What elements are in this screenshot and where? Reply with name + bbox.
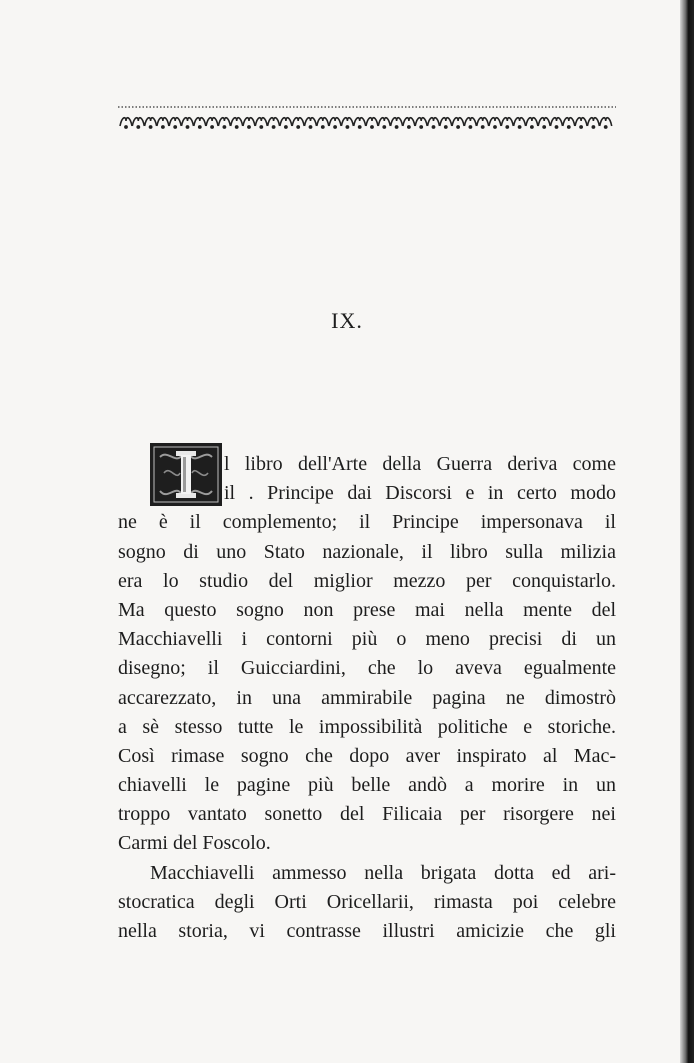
ornament-scroll — [206, 118, 218, 126]
text-line: Così rimase sogno che dopo aver inspirato al Mac- — [118, 744, 616, 767]
text-line: era lo studio del miglior mezzo per conquistarlo. — [118, 569, 616, 592]
ornament-dot — [211, 126, 213, 128]
ornament-scroll — [243, 118, 255, 126]
ornament-scroll — [280, 118, 292, 126]
ornament-dot — [150, 126, 152, 128]
text-line: sogno di uno Stato nazionale, il libro sulla milizia — [118, 540, 616, 563]
ornament-dot — [137, 126, 139, 128]
body-text — [118, 450, 616, 946]
ornament-dot — [432, 126, 434, 128]
ornament-dot — [359, 126, 361, 128]
ornament-scroll — [489, 118, 501, 126]
ornament-dot — [346, 126, 348, 128]
ornament-dot — [223, 126, 225, 128]
ornament-dot — [371, 126, 373, 128]
ornament-dot — [568, 126, 570, 128]
ornament-dot — [236, 126, 238, 128]
ornament-dot — [506, 126, 508, 128]
ornament-dot — [273, 126, 275, 128]
ornament-scroll — [551, 118, 563, 126]
ornament-scroll — [218, 118, 230, 126]
ornament-scroll — [600, 118, 612, 126]
ornament-dot — [322, 126, 324, 128]
ornament-scroll — [464, 118, 476, 126]
text-line: disegno; il Guicciardini, che lo aveva egualmente — [118, 657, 616, 680]
ornament-scroll — [292, 118, 304, 126]
ornament-scroll — [403, 118, 415, 126]
ornament-scroll — [255, 118, 267, 126]
ornament-scroll — [428, 118, 440, 126]
ornament-dot — [125, 126, 127, 128]
ornament-dot — [174, 126, 176, 128]
ornament-scroll — [182, 118, 194, 126]
text-line: nella storia, vi contrasse illustri amicizie che gli — [118, 920, 616, 942]
ornament-scroll — [391, 118, 403, 126]
ornament-dot — [408, 126, 410, 128]
ornament-dot — [457, 126, 459, 128]
text-line: Ma questo sogno non prese mai nella mente del — [118, 598, 616, 621]
ornament-scroll — [231, 118, 243, 126]
ornament-scroll — [120, 118, 132, 126]
ornament-dot — [605, 126, 607, 128]
ornament-dot — [445, 126, 447, 128]
ornament-scroll — [440, 118, 452, 126]
ornament-scroll — [452, 118, 464, 126]
ornament-dot — [494, 126, 496, 128]
ornament-dot — [162, 126, 164, 128]
ornament-dot — [260, 126, 262, 128]
ornament-scroll — [145, 118, 157, 126]
ornament-scroll — [157, 118, 169, 126]
text-line: il . Principe dai Discorsi e in certo modo — [224, 482, 616, 505]
ornament-scroll — [329, 118, 341, 126]
text-line: stocratica degli Orti Oricellarii, rimasta poi celebre — [118, 890, 616, 913]
ornament-dot — [334, 126, 336, 128]
ornament-scroll — [354, 118, 366, 126]
ornament-scroll — [501, 118, 513, 126]
ornament-scroll — [477, 118, 489, 126]
ornament-dot — [482, 126, 484, 128]
ornament-scroll — [526, 118, 538, 126]
ornamental-header-rule — [118, 104, 616, 132]
text-line: Macchiavelli ammesso nella brigata dotta ed ari- — [150, 861, 616, 884]
ornament-scroll — [587, 118, 599, 126]
ornament-scroll — [194, 118, 206, 126]
ornament-dot — [383, 126, 385, 128]
ornament-dot — [531, 126, 533, 128]
ornament-dot — [199, 126, 201, 128]
text-line: accarezzato, in una ammirabile pagina ne dimostrò — [118, 686, 616, 709]
ornament-dot — [543, 126, 545, 128]
ornament-dot — [297, 126, 299, 128]
ornament-scroll — [132, 118, 144, 126]
chapter-number: IX. — [331, 308, 363, 333]
ornament-dot — [592, 126, 594, 128]
ornament-dot — [309, 126, 311, 128]
ornament-scroll — [563, 118, 575, 126]
ornament-dot — [519, 126, 521, 128]
ornament-scroll — [317, 118, 329, 126]
ornament-scroll — [575, 118, 587, 126]
ornament-dot — [248, 126, 250, 128]
text-line: l libro dell'Arte della Guerra deriva come — [224, 453, 616, 475]
ornament-dot — [285, 126, 287, 128]
ornament-scroll — [268, 118, 280, 126]
ornament-scroll — [415, 118, 427, 126]
ornament-scroll — [341, 118, 353, 126]
text-line: ne è il complemento; il Principe impersonava il — [118, 511, 616, 534]
text-line: Carmi del Foscolo. — [118, 832, 271, 855]
page-binding-edge — [680, 0, 694, 1063]
ornament-scroll — [514, 118, 526, 126]
ornament-dot — [186, 126, 188, 128]
text-line: Macchiavelli i contorni più o meno precisi di un — [118, 628, 616, 651]
text-line: troppo vantato sonetto del Filicaia per risorgere nei — [118, 803, 616, 826]
ornament-dot — [420, 126, 422, 128]
ornament-dot — [580, 126, 582, 128]
ornament-dot — [555, 126, 557, 128]
ornament-dot — [469, 126, 471, 128]
ornament-scroll — [366, 118, 378, 126]
ornament-scroll — [169, 118, 181, 126]
text-line: chiavelli le pagine più belle andò a morire in un — [118, 774, 616, 797]
ornament-dot — [396, 126, 398, 128]
ornament-scroll — [538, 118, 550, 126]
text-line: a sè stesso tutte le impossibilità politiche e storiche. — [118, 715, 616, 738]
ornament-scroll — [305, 118, 317, 126]
ornament-scroll — [378, 118, 390, 126]
